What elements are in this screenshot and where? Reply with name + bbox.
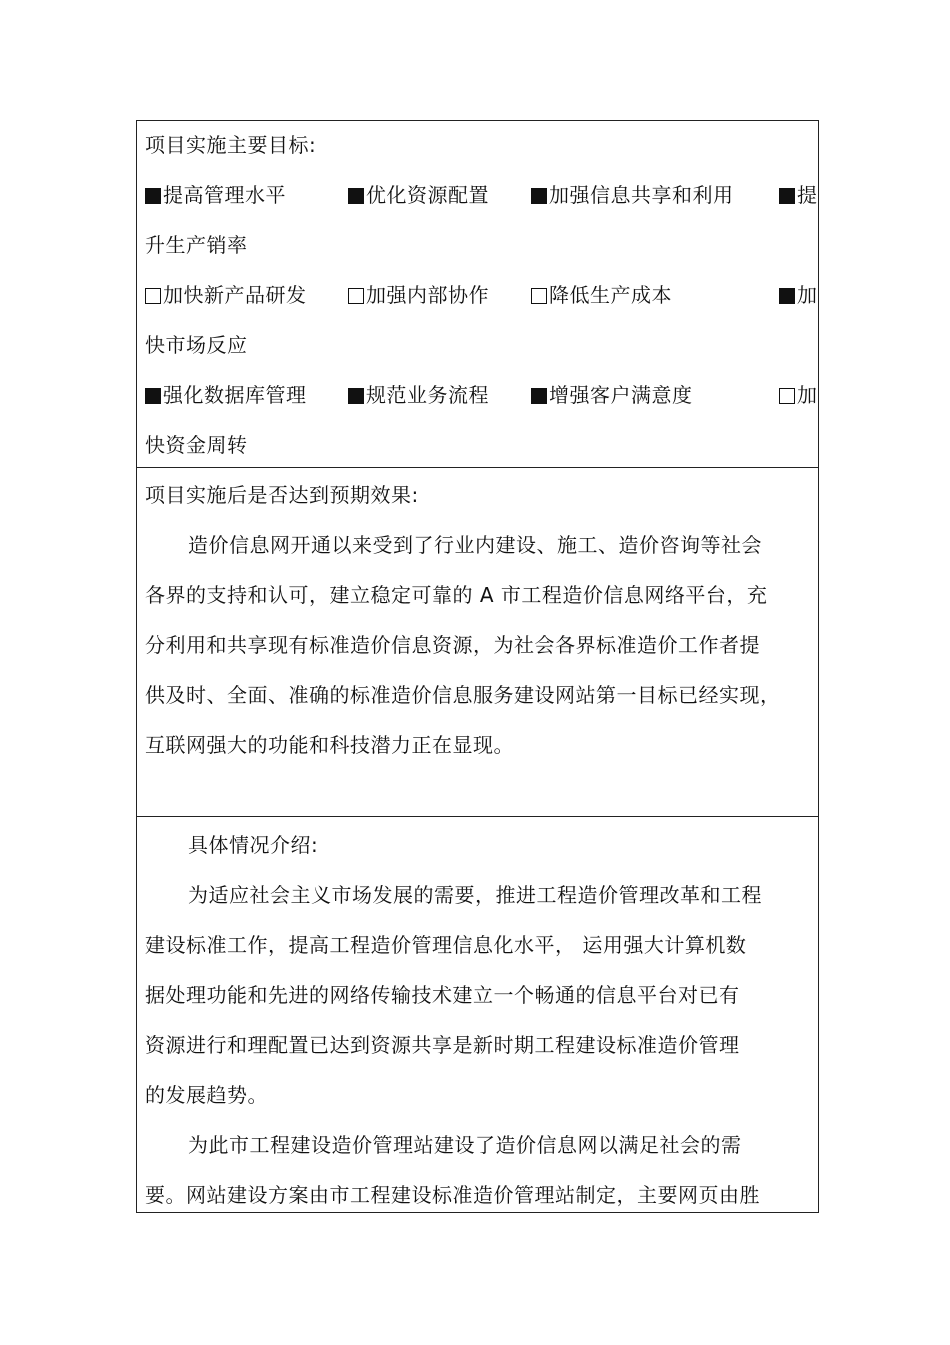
goal-label: 加	[797, 383, 818, 407]
goal-label: 加强内部协作	[366, 283, 489, 307]
checkbox-checked-icon	[531, 388, 547, 404]
goal-checkbox[interactable]	[531, 383, 693, 407]
effect-line: 造价信息网开通以来受到了行业内建设、施工、造价咨询等社会	[188, 533, 762, 557]
detail-line: 建设标准工作，提高工程造价管理信息化水平， 运用强大计算机数	[145, 933, 747, 957]
goal-checkbox[interactable]	[779, 383, 818, 407]
goal-wrap-text: 快资金周转	[145, 433, 248, 457]
checkbox-unchecked-icon	[531, 288, 547, 304]
checkbox-checked-icon	[531, 188, 547, 204]
detail-line: 的发展趋势。	[145, 1083, 268, 1107]
goal-checkbox[interactable]	[145, 283, 307, 307]
detail-line: 资源进行和理配置已达到资源共享是新时期工程建设标准造价管理	[145, 1033, 740, 1057]
report-table	[136, 120, 819, 1213]
goal-wrap-text: 快市场反应	[145, 333, 248, 357]
detail-line: 为此市工程建设造价管理站建设了造价信息网以满足社会的需	[188, 1133, 742, 1157]
checkbox-checked-icon	[779, 288, 795, 304]
goal-checkbox[interactable]	[531, 283, 672, 307]
effect-section	[137, 468, 818, 817]
goal-checkbox[interactable]	[531, 183, 734, 207]
detail-line: 据处理功能和先进的网络传输技术建立一个畅通的信息平台对已有	[145, 983, 740, 1007]
effect-line: 供及时、全面、准确的标准造价信息服务建设网站第一目标已经实现，	[145, 683, 781, 707]
detail-line: 为适应社会主义市场发展的需要，推进工程造价管理改革和工程	[188, 883, 762, 907]
goal-checkbox[interactable]	[145, 383, 307, 407]
goal-label: 加快新产品研发	[163, 283, 307, 307]
checkbox-unchecked-icon	[348, 288, 364, 304]
effect-line: 互联网强大的功能和科技潜力正在显现。	[145, 733, 514, 757]
checkbox-checked-icon	[145, 388, 161, 404]
detail-line: 要。网站建设方案由市工程建设标准造价管理站制定，主要网页由胜	[145, 1183, 760, 1207]
goals-section	[137, 121, 818, 468]
effect-heading: 项目实施后是否达到预期效果:	[145, 483, 419, 507]
goal-label: 规范业务流程	[366, 383, 489, 407]
goal-label: 强化数据库管理	[163, 383, 307, 407]
goal-checkbox[interactable]	[348, 183, 489, 207]
goal-checkbox[interactable]	[145, 183, 286, 207]
goals-heading: 项目实施主要目标:	[145, 133, 317, 157]
goal-label: 加强信息共享和利用	[549, 183, 734, 207]
goal-label: 增强客户满意度	[549, 383, 693, 407]
checkbox-checked-icon	[779, 188, 795, 204]
checkbox-checked-icon	[145, 188, 161, 204]
goal-label: 加	[797, 283, 818, 307]
goal-checkbox[interactable]	[348, 383, 489, 407]
goal-checkbox[interactable]	[348, 283, 489, 307]
goal-label: 提高管理水平	[163, 183, 286, 207]
goal-wrap-text: 升生产销率	[145, 233, 248, 257]
goal-checkbox[interactable]	[779, 283, 818, 307]
detail-section	[137, 817, 818, 1212]
effect-line: 分利用和共享现有标准造价信息资源，为社会各界标准造价工作者提	[145, 633, 760, 657]
checkbox-checked-icon	[348, 388, 364, 404]
checkbox-unchecked-icon	[145, 288, 161, 304]
effect-line: 各界的支持和认可，建立稳定可靠的 A 市工程造价信息网络平台，充	[145, 583, 768, 607]
checkbox-unchecked-icon	[779, 388, 795, 404]
goal-label: 优化资源配置	[366, 183, 489, 207]
detail-heading: 具体情况介绍:	[188, 833, 319, 857]
goal-label: 降低生产成本	[549, 283, 672, 307]
goal-label: 提	[797, 183, 818, 207]
checkbox-checked-icon	[348, 188, 364, 204]
goal-checkbox[interactable]	[779, 183, 818, 207]
